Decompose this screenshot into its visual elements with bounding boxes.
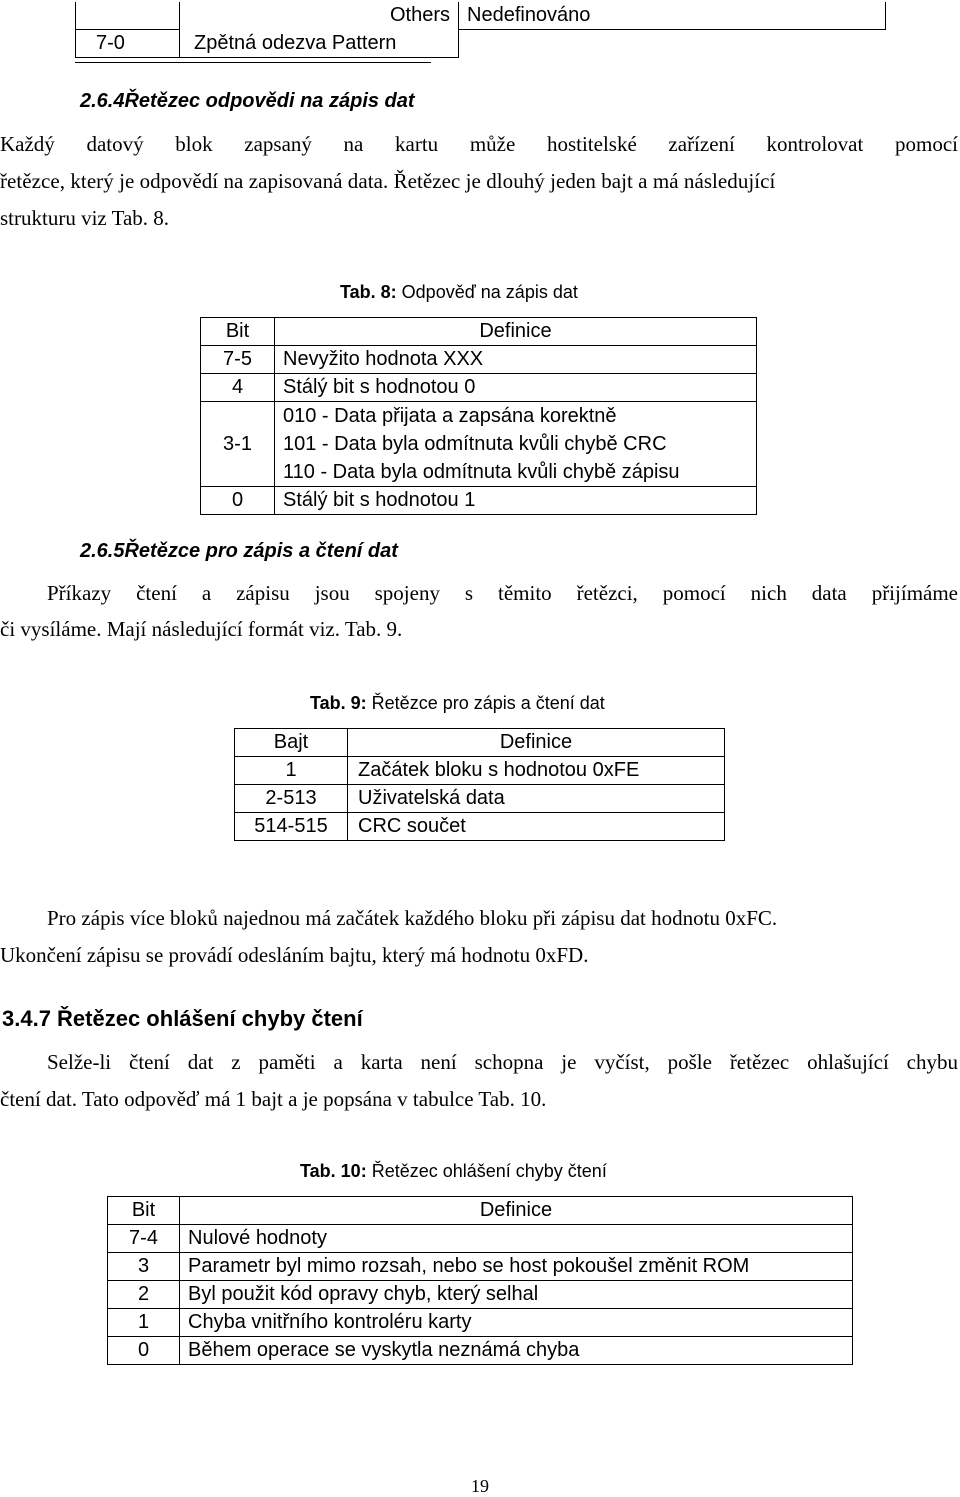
table-row (201, 487, 757, 515)
table-cell: Nulové hodnoty (180, 1225, 853, 1253)
table-row (108, 1281, 853, 1309)
definition-line: 110 - Data byla odmítnuta kvůli chybě zápisu (283, 461, 680, 483)
table-cell: Uživatelská data (348, 785, 725, 813)
paragraph (0, 1044, 958, 1118)
table-row (201, 402, 757, 487)
table-cell: CRC součet (348, 813, 725, 841)
table-cell: Během operace se vyskytla neznámá chyba (180, 1337, 853, 1365)
caption-label: Tab. 10: (300, 1161, 367, 1181)
table-cell: 7-5 (201, 346, 275, 374)
table-cell: 7-4 (108, 1225, 180, 1253)
table-cell: 0 (201, 487, 275, 515)
table-caption (340, 282, 578, 303)
table-row (201, 374, 757, 402)
paragraph (0, 575, 958, 649)
table-cell: Stálý bit s hodnotou 0 (275, 374, 757, 402)
table-cell: 514-515 (235, 813, 348, 841)
table-cell: 2 (108, 1281, 180, 1309)
table-cell: 3 (108, 1253, 180, 1281)
table-cell: Nedefinováno (459, 2, 886, 30)
section-heading: 2.6.4Řetězec odpovědi na zápis dat (80, 90, 415, 112)
paragraph-line: či vysíláme. Mají následující formát viz. Tab. 9. (0, 617, 403, 641)
table-row (108, 1337, 853, 1365)
table-cell: 3-1 (201, 402, 275, 487)
table-caption (310, 693, 605, 714)
table-header-row (108, 1197, 853, 1225)
tab9-table (234, 728, 725, 841)
column-header-bit: Bit (108, 1197, 180, 1225)
paragraph-line: Selže-li čtení dat z paměti a karta není schopna je vyčíst, pošle řetězec ohlašující chybu (47, 1050, 958, 1074)
table-cell (76, 2, 180, 30)
caption-label: Tab. 8: (340, 282, 397, 302)
caption-label: Tab. 9: (310, 693, 367, 713)
table-row (235, 785, 725, 813)
table-row (201, 346, 757, 374)
top-table (75, 2, 886, 58)
column-header-definition: Definice (348, 729, 725, 757)
table-row (108, 1225, 853, 1253)
section-heading: 3.4.7 Řetězec ohlášení chyby čtení (2, 1006, 363, 1031)
table-cell: 1 (235, 757, 348, 785)
caption-text: Odpověď na zápis dat (396, 282, 578, 302)
table-cell (275, 402, 757, 487)
column-header-bajt: Bajt (235, 729, 348, 757)
table-cell: Stálý bit s hodnotou 1 (275, 487, 757, 515)
table-cell: Zpětná odezva Pattern (180, 30, 459, 58)
table-cell: Others (180, 2, 459, 30)
table-header-row (235, 729, 725, 757)
table-cell (459, 30, 886, 58)
paragraph-line: řetězce, který je odpovědí na zapisovaná data. Řetězec je dlouhý jeden bajt a má následující (0, 169, 776, 193)
paragraph (0, 126, 958, 236)
table-cell: 0 (108, 1337, 180, 1365)
table-cell: 1 (108, 1309, 180, 1337)
table-row (108, 1253, 853, 1281)
caption-text: Řetězce pro zápis a čtení dat (366, 693, 605, 713)
table-row (235, 813, 725, 841)
paragraph-line: Pro zápis více bloků najednou má začátek každého bloku při zápisu dat hodnotu 0xFC. (47, 906, 778, 930)
table-cell: 2-513 (235, 785, 348, 813)
paragraph-line: Ukončení zápisu se provádí odesláním bajtu, který má hodnotu 0xFD. (0, 943, 589, 967)
paragraph (0, 900, 958, 974)
table-cell: 7-0 (76, 30, 180, 58)
paragraph-line: čtení dat. Tato odpověď má 1 bajt a je popsána v tabulce Tab. 10. (0, 1087, 547, 1111)
table-row (108, 1309, 853, 1337)
definition-line: 010 - Data přijata a zapsána korektně (283, 405, 617, 427)
table-cell: Začátek bloku s hodnotou 0xFE (348, 757, 725, 785)
caption-text: Řetězec ohlášení chyby čtení (366, 1161, 607, 1181)
column-header-definition: Definice (275, 318, 757, 346)
table-bottom-border (75, 62, 431, 63)
tab8-table (200, 317, 757, 515)
table-cell: Chyba vnitřního kontroléru karty (180, 1309, 853, 1337)
table-cell: Parametr byl mimo rozsah, nebo se host pokoušel změnit ROM (180, 1253, 853, 1281)
column-header-bit: Bit (201, 318, 275, 346)
paragraph-line: Příkazy čtení a zápisu jsou spojeny s těmito řetězci, pomocí nich data přijímáme (47, 581, 958, 605)
table-caption (300, 1161, 607, 1182)
table-cell: Nevyžito hodnota XXX (275, 346, 757, 374)
section-heading: 2.6.5Řetězce pro zápis a čtení dat (80, 540, 398, 562)
table-cell: Byl použit kód opravy chyb, který selhal (180, 1281, 853, 1309)
table-row (235, 757, 725, 785)
table-cell: 4 (201, 374, 275, 402)
table-row (76, 30, 886, 58)
table-header-row (201, 318, 757, 346)
column-header-definition: Definice (180, 1197, 853, 1225)
page-number: 19 (471, 1476, 489, 1496)
definition-line: 101 - Data byla odmítnuta kvůli chybě CRC (283, 433, 667, 455)
paragraph-line: strukturu viz Tab. 8. (0, 206, 170, 230)
table-row (76, 2, 886, 30)
paragraph-line: Každý datový blok zapsaný na kartu může hostitelské zařízení kontrolovat pomocí (0, 132, 958, 156)
tab10-table (107, 1196, 853, 1365)
